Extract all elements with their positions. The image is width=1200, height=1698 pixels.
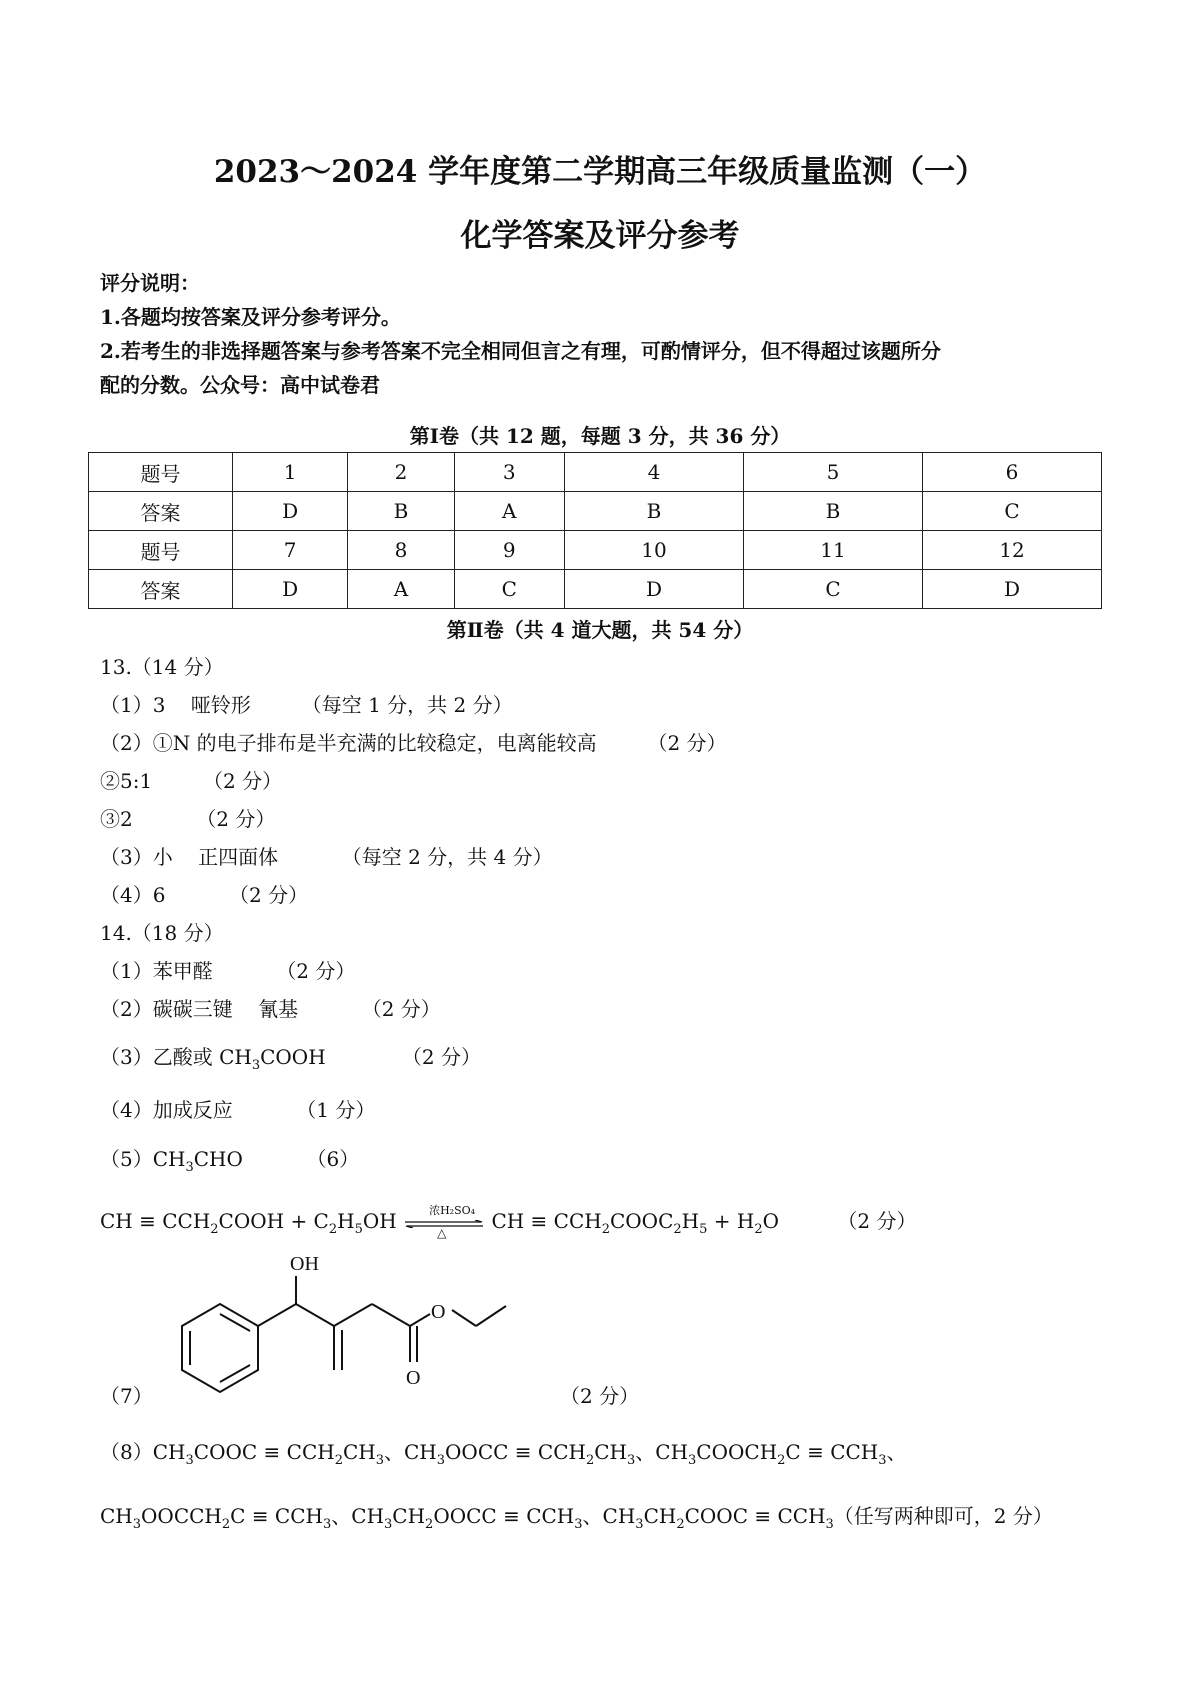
table-cell: B (564, 492, 743, 531)
table-row (89, 531, 1102, 570)
table-cell-label: 题号 (89, 531, 233, 570)
table-cell: 5 (743, 453, 922, 492)
table-cell: 8 (348, 531, 454, 570)
notes-item-2-line-1: 2.若考生的非选择题答案与参考答案不完全相同但言之有理，可酌情评分，但不得超过该题所分 (100, 339, 941, 363)
table-cell: B (348, 492, 454, 531)
table-cell: B (743, 492, 922, 531)
table-cell: 9 (454, 531, 564, 570)
page-subtitle: 化学答案及评分参考 (460, 218, 740, 254)
table-cell: 11 (743, 531, 922, 570)
q14-line-5: $(5)CH_3CHO$ （6） (100, 1147, 360, 1175)
mol-label-o-carbonyl: O (406, 1367, 421, 1389)
q13-line-2: （2）①N 的电子排布是半充满的比较稳定，电离能较高 （2 分） (100, 731, 727, 755)
benzene-ring (182, 1304, 258, 1392)
table-cell: D (233, 492, 348, 531)
q13-line-1: （1）3 哑铃形 （每空 1 分，共 2 分） (100, 693, 513, 717)
table-cell: D (564, 570, 743, 609)
notes-item-1: 1.各题均按答案及评分参考评分。 (100, 305, 401, 329)
bond (334, 1304, 372, 1326)
page-title: 2023～2024 学年度第二学期高三年级质量监测（一） (213, 154, 987, 190)
notes-heading: 评分说明： (100, 271, 200, 295)
table-cell: 4 (564, 453, 743, 492)
q14-line-7-score: （2 分） (560, 1384, 640, 1408)
q14-line-7-label: （7） (100, 1384, 153, 1408)
benzene-double-bond (220, 1314, 250, 1331)
table-cell: C (454, 570, 564, 609)
table-cell: 3 (454, 453, 564, 492)
table-cell-label: 题号 (89, 453, 233, 492)
part2-heading: 第Ⅱ卷（共 4 道大题，共 54 分） (446, 618, 754, 642)
q13-line-3: ②5:1 （2 分） (100, 769, 283, 793)
reaction-condition-arrow: 浓H₂SO₄ △ (403, 1208, 485, 1238)
bond (452, 1310, 476, 1326)
table-cell: 2 (348, 453, 454, 492)
table-cell: C (922, 492, 1101, 531)
benzene-double-bond (220, 1365, 250, 1382)
table-cell: D (233, 570, 348, 609)
table-cell: D (922, 570, 1101, 609)
mol-label-o-ester: O (431, 1301, 446, 1323)
table-row (89, 492, 1102, 531)
table-cell: A (348, 570, 454, 609)
q13-header: 13.（14 分） (100, 655, 224, 679)
table-row (89, 570, 1102, 609)
scoring-notes (100, 266, 1120, 402)
molecule-structure (150, 1252, 510, 1402)
table-cell-label: 答案 (89, 570, 233, 609)
bond (296, 1304, 334, 1326)
table-cell: A (454, 492, 564, 531)
q14-line-4: （4）加成反应 （1 分） (100, 1098, 376, 1122)
q13-line-5: （3）小 正四面体 （每空 2 分，共 4 分） (100, 845, 553, 869)
q14-header: 14.（18 分） (100, 921, 224, 945)
table-cell: 12 (922, 531, 1101, 570)
bond (258, 1304, 296, 1326)
table-cell: 6 (922, 453, 1101, 492)
bond (476, 1306, 506, 1326)
bond (372, 1304, 410, 1326)
bond (410, 1314, 430, 1326)
q14-equation: CH ≡ $CCH_2COOH + C_2H_5OH$ 浓H₂SO₄ △ CH ≡ $CCH_2COOC_2H_5 + H_2O$ （2 分） (100, 1203, 917, 1240)
q14-line-8-cont: $CH_3OOCCH_2C \equiv CCH_3$、$CH_3CH_2OOCC \equiv CCH_3$、$CH_3CH_2COOC \equiv CCH_3$（任写两种即可，2 分） (100, 1504, 1053, 1532)
part1-heading: 第Ⅰ卷（共 12 题，每题 3 分，共 36 分） (409, 424, 791, 448)
q14-line-2: （2）碳碳三键 氰基 （2 分） (100, 997, 441, 1021)
table-cell: 7 (233, 531, 348, 570)
table-cell: C (743, 570, 922, 609)
mol-label-oh: OH (290, 1253, 319, 1275)
q14-line-1: （1）苯甲醛 （2 分） (100, 959, 356, 983)
answer-table (88, 452, 1102, 609)
q14-line-3: （3）乙酸或 $CH_3COOH$ （2 分） (100, 1045, 482, 1073)
q14-line-8: $(8)CH_3COOC \equiv CCH_2CH_3$、$CH_3OOCC \equiv CCH_2CH_3$、$CH_3COOCH_2C \equiv CCH_3$、 (100, 1440, 907, 1468)
table-row (89, 453, 1102, 492)
table-cell-label: 答案 (89, 492, 233, 531)
notes-item-2-line-2: 配的分数。公众号：高中试卷君 (100, 373, 380, 397)
q13-line-4: ③2 （2 分） (100, 807, 276, 831)
table-cell: 1 (233, 453, 348, 492)
table-cell: 10 (564, 531, 743, 570)
q13-line-6: （4）6 （2 分） (100, 883, 309, 907)
